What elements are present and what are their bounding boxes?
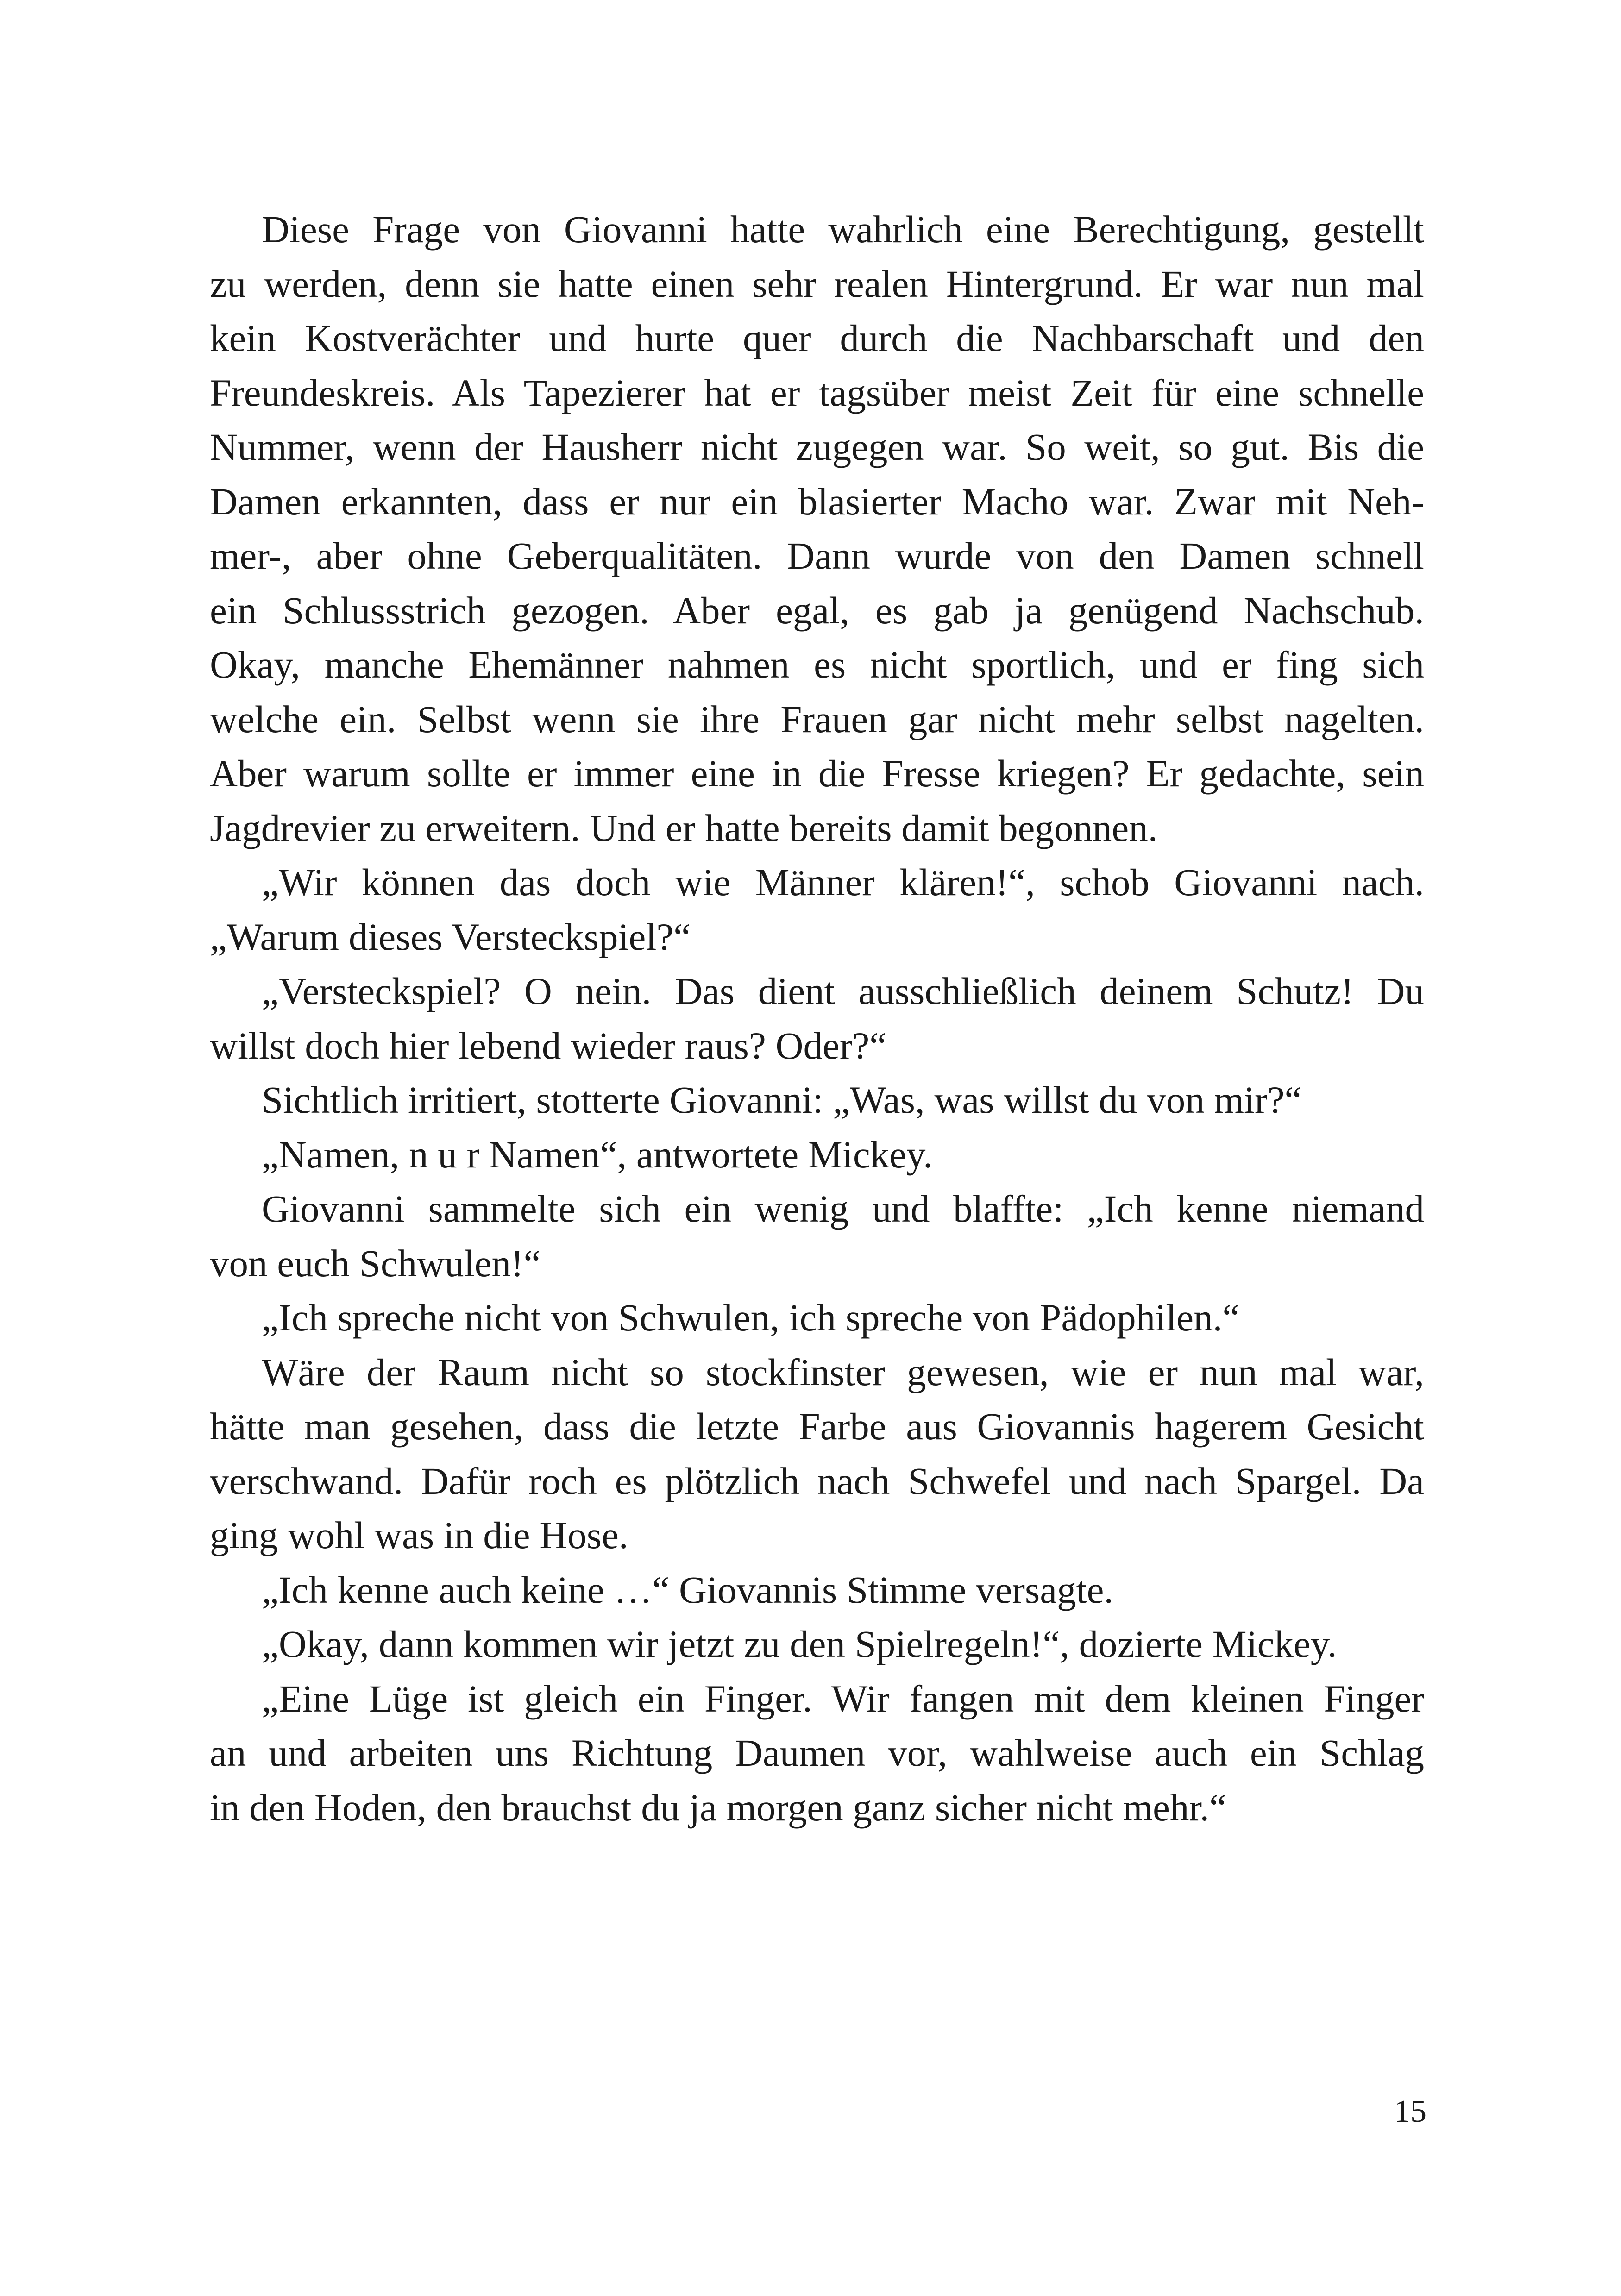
text-line: „Namen, n u r Namen“, antwortete Mickey. [262, 1133, 933, 1176]
paragraph [210, 1291, 1424, 1345]
text-line: Wäre der Raum nicht so stockfinster gewesen, wie er nun mal war, [262, 1350, 1424, 1393]
text-line: „Eine Lüge ist gleich ein Finger. Wir fangen mit dem kleinen Finger [262, 1677, 1424, 1720]
text-line: zu werden, denn sie hatte einen sehr realen Hintergrund. Er war nun mal [210, 262, 1424, 305]
text-line: Diese Frage von Giovanni hatte wahrlich eine Berechtigung, gestellt [262, 208, 1424, 251]
text-line: Jagdrevier zu erweitern. Und er hatte bereits damit begonnen. [210, 806, 1158, 849]
text-line: willst doch hier lebend wieder raus? Oder?“ [210, 1024, 887, 1067]
text-line: „Warum dieses Versteckspiel?“ [210, 915, 691, 958]
paragraph [210, 1563, 1424, 1618]
text-line: mer-, aber ohne Geberqualitäten. Dann wurde von den Damen schnell [210, 534, 1424, 577]
paragraph [210, 1345, 1424, 1563]
page-number: 15 [1394, 2094, 1426, 2129]
text-line: Sichtlich irritiert, stotterte Giovanni: „Was, was willst du von mir?“ [262, 1079, 1302, 1121]
text-line: in den Hoden, den brauchst du ja morgen ganz sicher nicht mehr.“ [210, 1786, 1227, 1829]
text-line: Nummer, wenn der Hausherr nicht zugegen war. So weit, so gut. Bis die [210, 426, 1424, 468]
paragraph [210, 1128, 1424, 1182]
text-line: welche ein. Selbst wenn sie ihre Frauen gar nicht mehr selbst nagelten. [210, 697, 1424, 740]
text-line: an und arbeiten uns Richtung Daumen vor, wahlweise auch ein Schlag [210, 1731, 1424, 1774]
paragraph [210, 1672, 1424, 1835]
text-line: „Okay, dann kommen wir jetzt zu den Spielregeln!“, dozierte Mickey. [262, 1623, 1337, 1665]
text-line: von euch Schwulen!“ [210, 1242, 541, 1285]
text-line: „Wir können das doch wie Männer klären!“, schob Giovanni nach. [262, 861, 1424, 903]
text-line: „Ich spreche nicht von Schwulen, ich spreche von Pädophilen.“ [262, 1296, 1240, 1339]
text-line: ging wohl was in die Hose. [210, 1514, 628, 1556]
text-line: hätte man gesehen, dass die letzte Farbe aus Giovannis hagerem Gesicht [210, 1405, 1424, 1448]
paragraph [210, 1617, 1424, 1672]
text-line: Freundeskreis. Als Tapezierer hat er tagsüber meist Zeit für eine schnelle [210, 371, 1424, 414]
paragraph [210, 1182, 1424, 1291]
text-line: kein Kostverächter und hurte quer durch die Nachbarschaft und den [210, 317, 1424, 359]
text-line: „Versteckspiel? O nein. Das dient ausschließlich deinem Schutz! Du [262, 970, 1424, 1012]
text-line: Okay, manche Ehemänner nahmen es nicht sportlich, und er fing sich [210, 643, 1424, 686]
paragraph [210, 964, 1424, 1073]
text-line: „Ich kenne auch keine …“ Giovannis Stimme versagte. [262, 1568, 1114, 1611]
body-text [210, 202, 1424, 1835]
paragraph [210, 1073, 1424, 1128]
text-line: verschwand. Dafür roch es plötzlich nach Schwefel und nach Spargel. Da [210, 1459, 1424, 1502]
text-line: ein Schlussstrich gezogen. Aber egal, es gab ja genügend Nachschub. [210, 589, 1424, 632]
text-line: Damen erkannten, dass er nur ein blasierter Macho war. Zwar mit Neh- [210, 480, 1424, 523]
paragraph [210, 202, 1424, 855]
text-line: Aber warum sollte er immer eine in die Fresse kriegen? Er gedachte, sein [210, 752, 1424, 795]
text-line: Giovanni sammelte sich ein wenig und blaffte: „Ich kenne niemand [262, 1187, 1424, 1230]
paragraph [210, 855, 1424, 964]
